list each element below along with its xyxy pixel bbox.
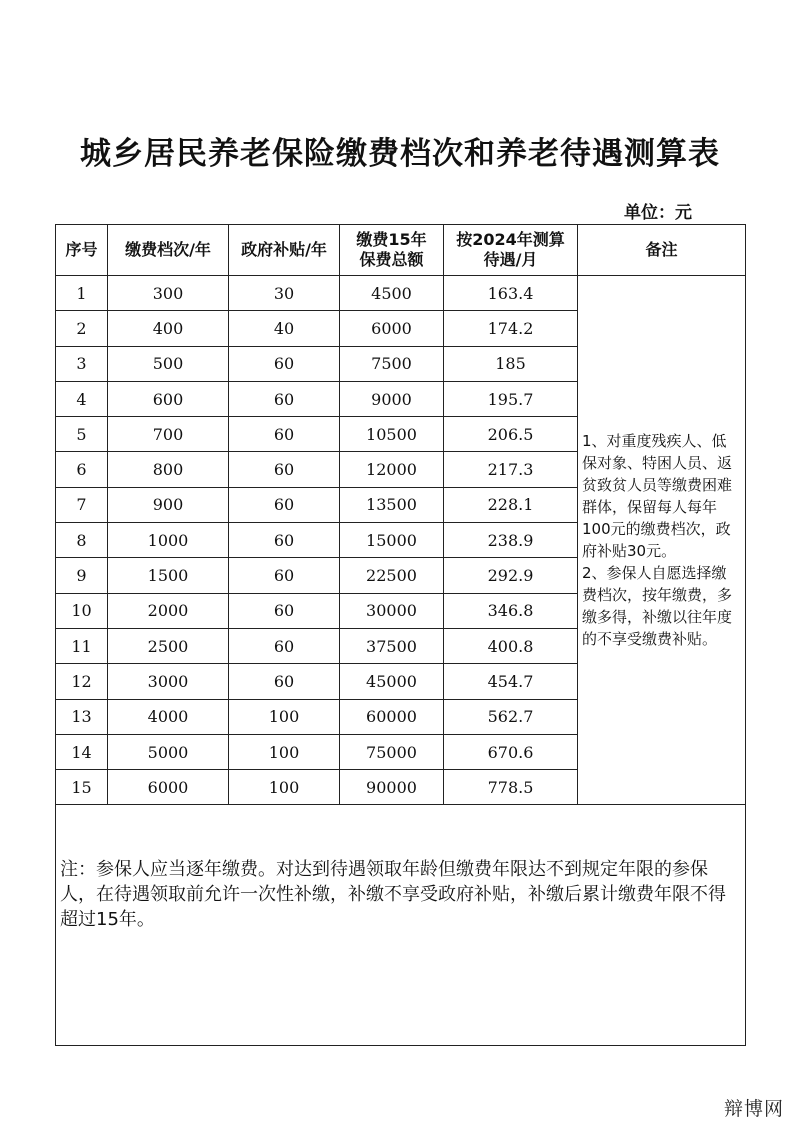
row-tier: 2000	[108, 593, 229, 628]
row-total: 13500	[340, 487, 444, 522]
row-benefit: 346.8	[444, 593, 578, 628]
row-tier: 900	[108, 487, 229, 522]
row-benefit: 206.5	[444, 417, 578, 452]
row-total: 45000	[340, 664, 444, 699]
row-benefit: 228.1	[444, 487, 578, 522]
row-benefit: 400.8	[444, 628, 578, 663]
row-subsidy: 60	[229, 417, 340, 452]
row-index: 4	[56, 381, 108, 416]
row-benefit: 292.9	[444, 558, 578, 593]
row-benefit: 562.7	[444, 699, 578, 734]
row-tier: 6000	[108, 770, 229, 805]
watermark: 辩博网	[723, 1098, 784, 1120]
row-subsidy: 60	[229, 346, 340, 381]
row-total: 12000	[340, 452, 444, 487]
row-index: 14	[56, 734, 108, 769]
header-remark: 备注	[578, 225, 746, 276]
row-total: 7500	[340, 346, 444, 381]
row-benefit: 185	[444, 346, 578, 381]
page-title: 城乡居民养老保险缴费档次和养老待遇测算表	[80, 136, 720, 172]
row-index: 8	[56, 523, 108, 558]
row-index: 5	[56, 417, 108, 452]
row-tier: 300	[108, 276, 229, 311]
row-tier: 400	[108, 311, 229, 346]
row-index: 1	[56, 276, 108, 311]
row-benefit: 238.9	[444, 523, 578, 558]
row-index: 15	[56, 770, 108, 805]
row-subsidy: 60	[229, 381, 340, 416]
row-tier: 3000	[108, 664, 229, 699]
row-benefit: 174.2	[444, 311, 578, 346]
row-index: 10	[56, 593, 108, 628]
row-index: 2	[56, 311, 108, 346]
row-subsidy: 100	[229, 770, 340, 805]
row-benefit: 670.6	[444, 734, 578, 769]
row-total: 30000	[340, 593, 444, 628]
remark-item-1: 1、对重度残疾人、低保对象、特困人员、返贫致贫人员等缴费困难群体，保留每人每年100元的缴费档次，政府补贴30元。	[582, 432, 733, 561]
row-index: 3	[56, 346, 108, 381]
row-benefit: 163.4	[444, 276, 578, 311]
row-index: 6	[56, 452, 108, 487]
row-benefit: 454.7	[444, 664, 578, 699]
row-subsidy: 60	[229, 628, 340, 663]
pension-table	[55, 224, 746, 1046]
row-benefit: 195.7	[444, 381, 578, 416]
row-total: 9000	[340, 381, 444, 416]
header-tier: 缴费档次/年	[108, 225, 229, 276]
row-total: 90000	[340, 770, 444, 805]
row-total: 75000	[340, 734, 444, 769]
row-subsidy: 30	[229, 276, 340, 311]
row-subsidy: 60	[229, 523, 340, 558]
row-total: 37500	[340, 628, 444, 663]
note-cell	[56, 805, 746, 1046]
row-tier: 1000	[108, 523, 229, 558]
row-total: 22500	[340, 558, 444, 593]
row-tier: 5000	[108, 734, 229, 769]
row-total: 15000	[340, 523, 444, 558]
header-benefit-line1: 按2024年测算	[456, 230, 565, 249]
note-text: 注：参保人应当逐年缴费。对达到待遇领取年龄但缴费年限达不到规定年限的参保人，在待遇领取前允许一次性补缴，补缴不享受政府补贴，补缴后累计缴费年限不得超过15年。	[60, 859, 726, 931]
row-tier: 1500	[108, 558, 229, 593]
header-row	[56, 225, 746, 276]
remark-cell	[578, 276, 746, 805]
row-tier: 700	[108, 417, 229, 452]
row-total: 4500	[340, 276, 444, 311]
row-total: 10500	[340, 417, 444, 452]
row-subsidy: 60	[229, 664, 340, 699]
row-index: 11	[56, 628, 108, 663]
header-index: 序号	[56, 225, 108, 276]
header-total-line2: 保费总额	[359, 250, 424, 269]
row-benefit: 778.5	[444, 770, 578, 805]
header-benefit	[444, 225, 578, 276]
row-benefit: 217.3	[444, 452, 578, 487]
row-subsidy: 60	[229, 558, 340, 593]
row-subsidy: 60	[229, 593, 340, 628]
unit-label: 单位：元	[624, 203, 692, 223]
row-subsidy: 40	[229, 311, 340, 346]
row-tier: 800	[108, 452, 229, 487]
row-tier: 4000	[108, 699, 229, 734]
row-subsidy: 60	[229, 487, 340, 522]
remark-item-2: 2、参保人自愿选择缴费档次，按年缴费，多缴多得，补缴以往年度的不享受缴费补贴。	[582, 564, 733, 649]
row-subsidy: 100	[229, 699, 340, 734]
table-row	[56, 276, 746, 311]
note-row	[56, 805, 746, 1046]
row-index: 12	[56, 664, 108, 699]
row-total: 60000	[340, 699, 444, 734]
row-index: 9	[56, 558, 108, 593]
header-subsidy: 政府补贴/年	[229, 225, 340, 276]
header-total	[340, 225, 444, 276]
row-index: 13	[56, 699, 108, 734]
row-subsidy: 60	[229, 452, 340, 487]
row-index: 7	[56, 487, 108, 522]
header-total-line1: 缴费15年	[356, 230, 427, 249]
header-benefit-line2: 待遇/月	[483, 250, 538, 269]
row-tier: 500	[108, 346, 229, 381]
row-total: 6000	[340, 311, 444, 346]
row-tier: 2500	[108, 628, 229, 663]
row-subsidy: 100	[229, 734, 340, 769]
row-tier: 600	[108, 381, 229, 416]
